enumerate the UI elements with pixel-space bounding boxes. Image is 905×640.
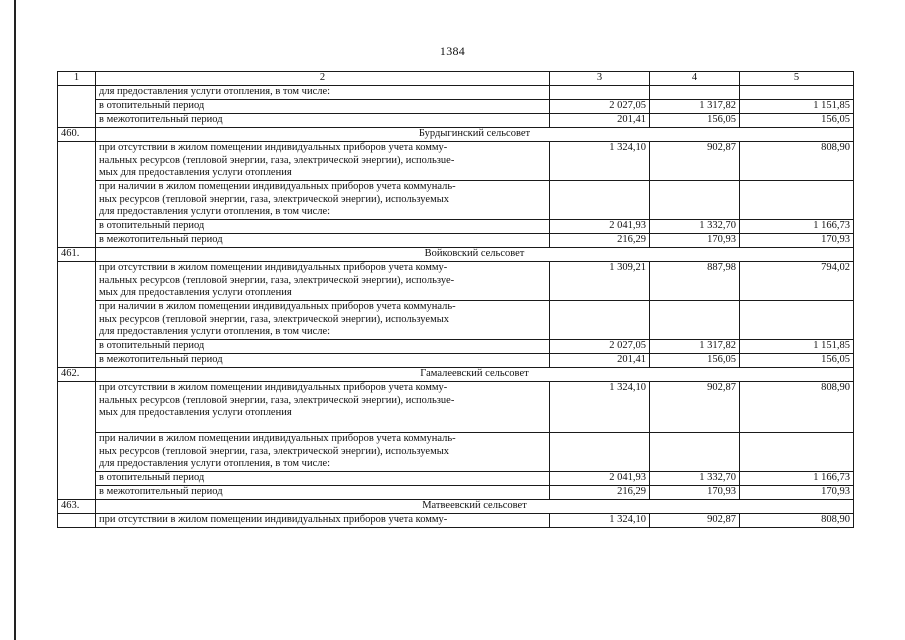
value-cell: 808,90 bbox=[740, 142, 854, 181]
value-cell: 1 324,10 bbox=[550, 382, 650, 433]
section-number: 460. bbox=[58, 128, 96, 142]
description-line: для предоставления услуги отопления, в том числе: bbox=[99, 206, 331, 217]
value-cell: 1 151,85 bbox=[740, 100, 854, 114]
description-line: мых для предоставления услуги отопления bbox=[99, 167, 292, 178]
section-number: 461. bbox=[58, 248, 96, 262]
value-cell: 216,29 bbox=[550, 486, 650, 500]
row-number-cell bbox=[58, 514, 96, 528]
description-line: при отсутствии в жилом помещении индивидуальных приборов учета комму- bbox=[99, 262, 448, 273]
value-cell: 1 332,70 bbox=[650, 220, 740, 234]
value-cell: 216,29 bbox=[550, 234, 650, 248]
section-title: Матвеевский сельсовет bbox=[96, 500, 854, 514]
description-line: ных ресурсов (тепловой энергии, газа, электрической энергии), используемых bbox=[99, 193, 450, 205]
table-row bbox=[58, 354, 854, 368]
value-cell bbox=[650, 86, 740, 100]
description-line: мых для предоставления услуги отопления bbox=[99, 287, 292, 298]
row-number-cell bbox=[58, 262, 96, 368]
description-line: нальных ресурсов (тепловой энергии, газа, электрической энергии), испoльзуе- bbox=[99, 274, 455, 286]
table-row bbox=[58, 486, 854, 500]
description-line: при наличии в жилом помещении индивидуальных приборов учета коммуналь- bbox=[99, 181, 456, 192]
value-cell bbox=[740, 433, 854, 472]
section-title: Гамалеевский сельсовет bbox=[96, 368, 854, 382]
value-cell: 2 027,05 bbox=[550, 100, 650, 114]
row-description: в отопительный период bbox=[96, 472, 550, 486]
row-description: в межотопительный период bbox=[96, 234, 550, 248]
value-cell: 902,87 bbox=[650, 514, 740, 528]
value-cell: 170,93 bbox=[740, 234, 854, 248]
row-description bbox=[96, 514, 550, 528]
table-row bbox=[58, 181, 854, 220]
column-header: 1 bbox=[58, 72, 96, 86]
row-description: в межотопительный период bbox=[96, 354, 550, 368]
value-cell: 170,93 bbox=[740, 486, 854, 500]
value-cell bbox=[650, 301, 740, 340]
value-cell: 1 309,21 bbox=[550, 262, 650, 301]
value-cell: 808,90 bbox=[740, 382, 854, 433]
value-cell: 902,87 bbox=[650, 142, 740, 181]
value-cell: 201,41 bbox=[550, 354, 650, 368]
table-row bbox=[58, 472, 854, 486]
section-number: 462. bbox=[58, 368, 96, 382]
column-header: 4 bbox=[650, 72, 740, 86]
page-number: 1384 bbox=[439, 44, 466, 58]
table-row bbox=[58, 100, 854, 114]
value-cell: 1 317,82 bbox=[650, 340, 740, 354]
value-cell bbox=[740, 181, 854, 220]
table-row bbox=[58, 142, 854, 181]
tariff-table bbox=[57, 71, 854, 528]
description-line: нальных ресурсов (тепловой энергии, газа, электрической энергии), использue- bbox=[99, 394, 455, 406]
section-title: Бурдыгинский сельсовет bbox=[96, 128, 854, 142]
value-cell bbox=[740, 301, 854, 340]
value-cell: 1 151,85 bbox=[740, 340, 854, 354]
row-description: в межотопительный период bbox=[96, 114, 550, 128]
row-description: в межотопительный период bbox=[96, 486, 550, 500]
description-line: при отсутствии в жилом помещении индивидуальных приборов учета комму- bbox=[99, 382, 448, 393]
value-cell: 1 332,70 bbox=[650, 472, 740, 486]
section-header-row bbox=[58, 248, 854, 262]
value-cell: 201,41 bbox=[550, 114, 650, 128]
table-row bbox=[58, 382, 854, 433]
column-header: 5 bbox=[740, 72, 854, 86]
value-cell: 156,05 bbox=[740, 114, 854, 128]
table-row bbox=[58, 301, 854, 340]
value-cell: 1 324,10 bbox=[550, 514, 650, 528]
description-line: для предоставления услуги отопления, в том числе: bbox=[99, 458, 331, 469]
value-cell bbox=[550, 301, 650, 340]
section-title: Войковский сельсовет bbox=[96, 248, 854, 262]
description-line: для предоставления услуги отопления, в том числе: bbox=[99, 326, 331, 337]
value-cell: 1 166,73 bbox=[740, 472, 854, 486]
value-cell: 156,05 bbox=[650, 114, 740, 128]
value-cell: 2 041,93 bbox=[550, 220, 650, 234]
value-cell: 1 324,10 bbox=[550, 142, 650, 181]
section-header-row bbox=[58, 368, 854, 382]
row-number-cell bbox=[58, 382, 96, 500]
table-row bbox=[58, 340, 854, 354]
description-line: ных ресурсов (тепловой энергии, газа, электрической энергии), используемых bbox=[99, 313, 450, 325]
value-cell: 1 317,82 bbox=[650, 100, 740, 114]
row-description bbox=[96, 433, 550, 472]
value-cell: 170,93 bbox=[650, 234, 740, 248]
description-line: нальных ресурсов (тепловой энергии, газа, электрической энергии), использue- bbox=[99, 154, 455, 166]
section-number: 463. bbox=[58, 500, 96, 514]
section-header-row bbox=[58, 128, 854, 142]
row-description bbox=[96, 262, 550, 301]
description-line: при наличии в жилом помещении индивидуальных приборов учета коммуналь- bbox=[99, 301, 456, 312]
value-cell: 902,87 bbox=[650, 382, 740, 433]
section-header-row bbox=[58, 500, 854, 514]
value-cell bbox=[550, 181, 650, 220]
table-row bbox=[58, 86, 854, 100]
value-cell bbox=[650, 433, 740, 472]
value-cell bbox=[740, 86, 854, 100]
row-description: в отопительный период bbox=[96, 220, 550, 234]
value-cell: 156,05 bbox=[740, 354, 854, 368]
description-line: при наличии в жилом помещении индивидуальных приборов учета коммуналь- bbox=[99, 433, 456, 444]
row-number-cell bbox=[58, 86, 96, 128]
value-cell: 794,02 bbox=[740, 262, 854, 301]
column-header: 3 bbox=[550, 72, 650, 86]
table-row bbox=[58, 114, 854, 128]
row-description bbox=[96, 382, 550, 433]
value-cell bbox=[550, 86, 650, 100]
description-line: ных ресурсов (тепловой энергии, газа, электрической энергии), используемых bbox=[99, 445, 450, 457]
value-cell bbox=[650, 181, 740, 220]
row-description: для предоставления услуги отопления, в том числе: bbox=[96, 86, 550, 100]
row-description: в отопительный период bbox=[96, 340, 550, 354]
value-cell: 1 166,73 bbox=[740, 220, 854, 234]
row-description: в отопительный период bbox=[96, 100, 550, 114]
value-cell bbox=[550, 433, 650, 472]
value-cell: 2 027,05 bbox=[550, 340, 650, 354]
value-cell: 170,93 bbox=[650, 486, 740, 500]
value-cell: 156,05 bbox=[650, 354, 740, 368]
table-header-row bbox=[58, 72, 854, 86]
value-cell: 887,98 bbox=[650, 262, 740, 301]
table-row bbox=[58, 433, 854, 472]
table-row bbox=[58, 234, 854, 248]
value-cell: 2 041,93 bbox=[550, 472, 650, 486]
row-description bbox=[96, 142, 550, 181]
column-header: 2 bbox=[96, 72, 550, 86]
table-row bbox=[58, 220, 854, 234]
table-row bbox=[58, 514, 854, 528]
description-line: мых для предоставления услуги отопления bbox=[99, 407, 292, 418]
description-line: при отсутствии в жилом помещении индивидуальных приборов учета комму- bbox=[99, 142, 448, 153]
value-cell: 808,90 bbox=[740, 514, 854, 528]
row-number-cell bbox=[58, 142, 96, 248]
description-line: при отсутствии в жилом помещении индивидуальных приборов учета комму- bbox=[99, 514, 448, 525]
table-row bbox=[58, 262, 854, 301]
scan-edge-line bbox=[14, 0, 16, 640]
row-description bbox=[96, 181, 550, 220]
row-description bbox=[96, 301, 550, 340]
